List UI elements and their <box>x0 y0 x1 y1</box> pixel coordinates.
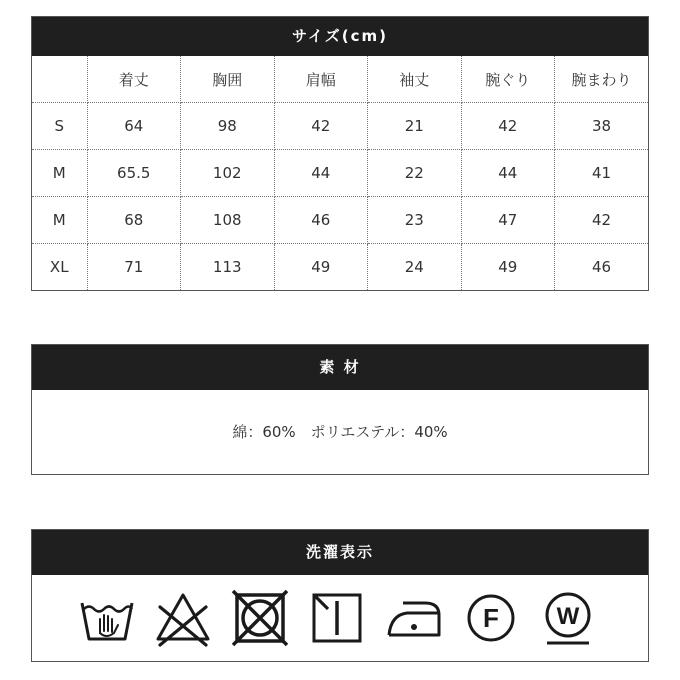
iron-low-icon <box>385 589 443 647</box>
table-row <box>32 103 648 150</box>
size-table-section <box>31 16 649 291</box>
column-header: 袖丈 <box>368 56 462 103</box>
no-bleach-icon <box>154 589 212 647</box>
care-label-section <box>31 529 649 662</box>
column-header: 腕まわり <box>555 56 649 103</box>
size-table-title: サイズ(cm) <box>32 17 648 56</box>
size-label: XL <box>32 244 87 291</box>
dry-clean-letter: F <box>483 603 499 633</box>
table-cell: 38 <box>555 103 649 150</box>
table-row <box>32 244 648 291</box>
column-header: 着丈 <box>87 56 181 103</box>
table-header-row <box>32 56 648 103</box>
table-row <box>32 150 648 197</box>
column-header: 腕ぐり <box>461 56 555 103</box>
column-header: 肩幅 <box>274 56 368 103</box>
wet-clean-letter: W <box>556 603 580 630</box>
table-cell: 44 <box>461 150 555 197</box>
material-section <box>31 344 649 475</box>
table-cell: 46 <box>591 258 612 276</box>
table-cell: 71 <box>87 244 181 291</box>
table-cell: 49 <box>461 244 555 291</box>
table-cell: 42 <box>555 197 649 244</box>
table-cell: 64 <box>87 103 181 150</box>
table-cell: 44 <box>274 150 368 197</box>
table-cell: 65.5 <box>87 150 181 197</box>
table-cell: 46 <box>274 197 368 244</box>
size-label: S <box>32 103 87 150</box>
table-cell: 108 <box>181 197 275 244</box>
table-cell: 21 <box>368 103 462 150</box>
table-cell: 68 <box>87 197 181 244</box>
dry-clean-f-icon <box>462 589 520 647</box>
table-cell: 47 <box>461 197 555 244</box>
table-cell: 49 <box>274 244 368 291</box>
table-cell: 102 <box>181 150 275 197</box>
size-table <box>32 56 648 290</box>
column-header: 胸囲 <box>181 56 275 103</box>
table-cell: 98 <box>181 103 275 150</box>
table-cell: 23 <box>368 197 462 244</box>
table-cell: 24 <box>368 244 462 291</box>
material-title: 素 材 <box>32 345 648 390</box>
size-label: M <box>32 197 87 244</box>
size-label: M <box>32 150 87 197</box>
table-cell: 113 <box>181 244 275 291</box>
hand-wash-icon <box>78 589 136 647</box>
column-header <box>32 56 87 103</box>
table-row <box>32 197 648 244</box>
no-tumble-dry-icon <box>231 589 289 647</box>
care-title: 洗濯表示 <box>32 530 648 575</box>
table-cell: 41 <box>555 150 649 197</box>
table-cell: 42 <box>274 103 368 150</box>
table-cell: 22 <box>368 150 462 197</box>
line-dry-shade-icon <box>308 589 366 647</box>
material-composition: 綿：60% ポリエステル：40% <box>232 423 448 441</box>
wet-clean-w-icon <box>539 589 597 647</box>
care-icons-row <box>32 575 648 661</box>
table-cell: 42 <box>461 103 555 150</box>
